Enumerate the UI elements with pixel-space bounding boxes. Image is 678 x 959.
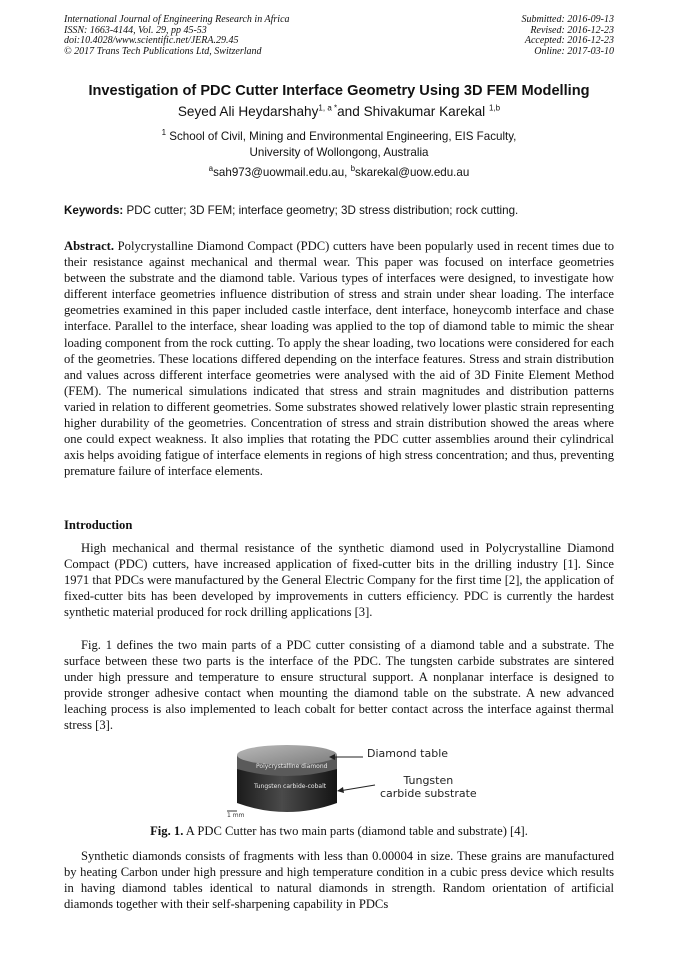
cylinder-top-label: Polycrystalline diamond [256, 763, 328, 770]
intro-paragraph-3: Synthetic diamonds consists of fragments with less than 0.00004 in size. These grains are manufactured by heating Carbon under high pressure and high temperature condition in a cubic press device which results in having diamond tables identical to natural diamonds in strength. Random orientation of artificial diamonds together with their self-sharpening capability in PDCs [64, 849, 614, 912]
arrow-head-substrate [337, 787, 344, 793]
journal-header [64, 15, 290, 57]
abstract [64, 238, 614, 479]
label-substrate-line-1: Tungsten [403, 774, 454, 787]
email-b[interactable]: skarekal@uow.edu.au [355, 166, 470, 179]
keywords-label: Keywords: [64, 204, 124, 217]
author-2-affil: 1,b [489, 103, 501, 113]
email-a[interactable]: sah973@uowmail.edu.au, [213, 166, 351, 179]
figure-caption-label: Fig. 1. [150, 824, 184, 838]
abstract-label: Abstract. [64, 239, 115, 253]
affiliation-line-1: School of Civil, Mining and Environmental Engineering, EIS Faculty, [169, 130, 517, 143]
affiliation-sup: 1 [161, 128, 167, 138]
arrow-line-substrate [339, 785, 375, 791]
affiliation-line-2: University of Wollongong, Australia [249, 146, 429, 159]
figure-1 [225, 741, 475, 821]
scale-label: 1 mm [227, 812, 245, 819]
affiliation [40, 129, 638, 161]
email-b-sup: b [350, 164, 356, 174]
keywords-text: PDC cutter; 3D FEM; interface geometry; 3D stress distribution; rock cutting. [123, 204, 519, 217]
date-accepted: Accepted: 2016-12-23 [524, 35, 614, 47]
journal-name: International Journal of Engineering Research in Africa [64, 14, 290, 25]
date-revised: Revised: 2016-12-23 [530, 24, 614, 36]
label-substrate [380, 774, 477, 800]
author-1: Seyed Ali Heydarshahy [177, 104, 319, 119]
abstract-text: Polycrystalline Diamond Compact (PDC) cutters have been popularly used in recent times due to their resistance against mechanical and thermal wear. This paper was focused on interface geometries between the substrate and the diamond table. Various types of interfaces were designed, to investigate how different interface geometries influence distribution of stress and strain under shear loading. The interface geometries examined in this paper included castle interface, dent interface, honeycomb interface and chase interface. Parallel to the interface, shear loading was applied to the top of diamond table to mimic the shear loading component from the rock cutting. To apply the shear loading, two locations were considered for each of the geometries. These locations differed depending on the interface features. Stress and strain distribution and values across different interface geometries were analysed with the aid of 3D Finite Element Method (FEM). The numerical simulations indicated that stress and strain magnitudes and distribution patterns varied in relation to different geometries. Some substrates showed relatively lower plastic strain representing higher durability of the geometries. Concentration of stress and strain distribution showed the areas where one could expect weakness. It also implies that rotating the PDC cutter assemblies around their cylindrical axis helps avoiding fatigue of interface elements in regions of high stress concentration; and thus, preventing premature failure of interface elements. [64, 239, 614, 479]
date-submitted: Submitted: 2016-09-13 [521, 14, 614, 25]
cylinder-bottom-label: Tungsten carbide-cobalt [254, 783, 327, 790]
journal-doi: doi:10.4028/www.scientific.net/JERA.29.45 [64, 35, 239, 47]
intro-paragraph-1: High mechanical and thermal resistance of the synthetic diamond used in Polycrystalline Diamond Compact (PDC) cutters, have increased application of fixed-cutter bits in the drilling industry [1]. Since 1971 that PDCs were manufactured by the General Electric Company for the first time [2], the application of fixed-cutter bits has been developed by improvements in cutters efficiency. PDC is currently the hardest synthetic material produced for rock drilling applications [3]. [64, 541, 614, 620]
keywords [64, 203, 616, 219]
diamond-table-top [237, 745, 337, 765]
date-online: Online: 2017-03-10 [534, 45, 614, 57]
author-list [40, 103, 638, 121]
intro-paragraph-2: Fig. 1 defines the two main parts of a PDC cutter consisting of a diamond table and a substrate. The surface between these two parts is the interface of the PDC. The tungsten carbide substrates are sintered under high pressure and temperature to ensure structural support. A nonplanar interface is designed to provide stronger adhesive contact when mounting the diamond table on the substrate. A new advanced leaching process is also implemented to leach cobalt for better contact across the interface against thermal stress [3]. [64, 638, 614, 733]
journal-copyright: © 2017 Trans Tech Publications Ltd, Switzerland [64, 45, 262, 57]
label-diamond-table: Diamond table [367, 747, 449, 760]
author-emails [40, 165, 638, 181]
author-2: and Shivakumar Karekal [337, 104, 486, 119]
email-a-sup: a [208, 164, 214, 174]
introduction-heading: Introduction [64, 518, 133, 532]
paper-title: Investigation of PDC Cutter Interface Geometry Using 3D FEM Modelling [88, 83, 590, 99]
dates-header [522, 15, 615, 57]
figure-1-caption [64, 823, 614, 839]
label-substrate-line-2: carbide substrate [380, 787, 477, 800]
journal-issn: ISSN: 1663-4144, Vol. 29, pp 45-53 [64, 24, 207, 36]
figure-caption-text: A PDC Cutter has two main parts (diamond table and substrate) [4]. [183, 824, 528, 838]
author-1-affil: 1, a * [318, 103, 338, 113]
